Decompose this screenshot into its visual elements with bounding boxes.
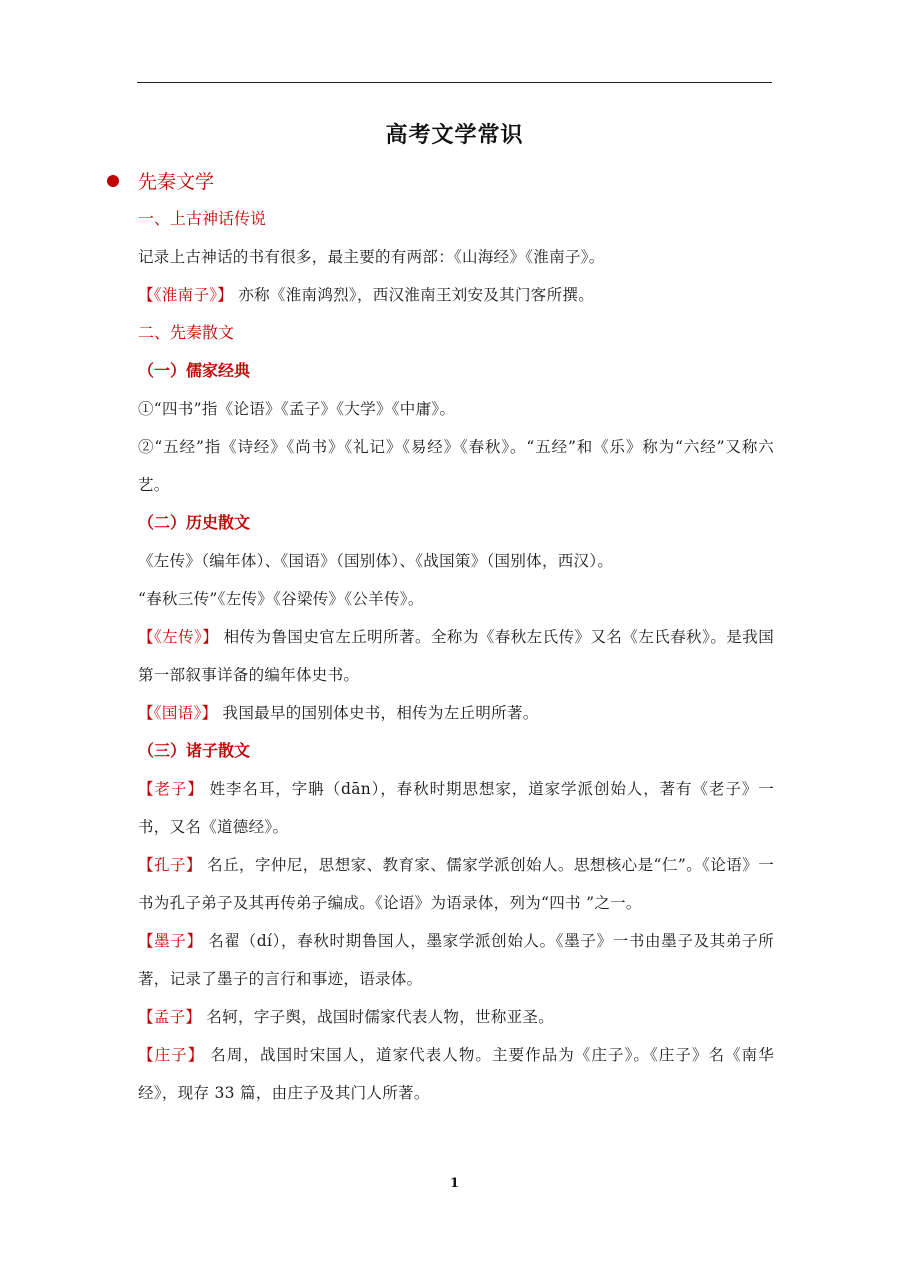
bullet-dot-icon	[107, 175, 119, 187]
section-heading	[138, 164, 774, 200]
term-tag: 【孟子】	[138, 1008, 202, 1026]
term-tag: 【《淮南子》】	[138, 286, 234, 304]
paragraph-three-commentaries: “春秋三传”《左传》《谷梁传》《公羊传》。	[138, 590, 424, 608]
paragraph-myths-books: 记录上古神话的书有很多，最主要的有两部：《山海经》《淮南子》。	[138, 248, 605, 266]
term-tag: 【孔子】	[138, 856, 202, 874]
paragraph-zhuangzi	[138, 1036, 774, 1112]
paragraph-mozi	[138, 922, 774, 998]
term-text: 相传为鲁国史官左丘明所著。全称为《春秋左氏传》又名《左氏春秋》。是我国第一部叙事详备的编年体史书。	[138, 628, 774, 684]
term-tag: 【庄子】	[138, 1046, 205, 1064]
term-text: 名轲，字子舆，战国时儒家代表人物，世称亚圣。	[201, 1008, 555, 1026]
category-heading-confucian: （一）儒家经典	[138, 361, 251, 380]
term-text: 名丘，字仲尼，思想家、教育家、儒家学派创始人。思想核心是“仁”。《论语》一书为孔子弟子及其再传弟子编成。《论语》为语录体，列为“四书 ”之一。	[138, 856, 774, 912]
term-tag: 【《左传》】	[138, 628, 219, 646]
section-heading-text: 先秦文学	[138, 171, 215, 193]
paragraph-confucius	[138, 846, 774, 922]
term-tag: 【墨子】	[138, 932, 203, 950]
term-text: 名周，战国时宋国人，道家代表人物。主要作品为《庄子》。《庄子》名《南华经》，现存 33 篇，由庄子及其门人所著。	[138, 1046, 775, 1102]
paragraph-mencius	[138, 998, 774, 1036]
paragraph-five-classics: ②“五经”指《诗经》《尚书》《礼记》《易经》《春秋》。“五经”和《乐》称为“六经”又称六艺。	[138, 438, 774, 494]
term-text: 名翟（dí），春秋时期鲁国人，墨家学派创始人。《墨子》一书由墨子及其弟子所著，记录了墨子的言行和事迹，语录体。	[138, 932, 775, 988]
subsection-heading-prose: 二、先秦散文	[138, 323, 235, 342]
header-rule	[137, 82, 772, 83]
paragraph-four-books: ①“四书”指《论语》《孟子》《大学》《中庸》。	[138, 400, 456, 418]
paragraph-laozi	[138, 770, 774, 846]
term-text: 姓李名耳，字聃（dān），春秋时期思想家，道家学派创始人，著有《老子》一书，又名《道德经》。	[138, 780, 774, 836]
page-title: 高考文学常识	[385, 123, 524, 148]
subsection-heading-myths: 一、上古神话传说	[138, 209, 267, 228]
paragraph-history-works: 《左传》（编年体）、《国语》（国别体）、《战国策》（国别体，西汉）。	[138, 552, 614, 570]
term-text: 我国最早的国别体史书，相传为左丘明所著。	[217, 704, 539, 722]
paragraph-guoyu	[138, 694, 774, 732]
paragraph-huainanzi	[138, 276, 774, 314]
category-heading-philosophers: （三）诸子散文	[138, 741, 251, 760]
term-text: 亦称《淮南鸿烈》，西汉淮南王刘安及其门客所撰。	[233, 286, 594, 304]
paragraph-zuozhuan	[138, 618, 774, 694]
category-heading-history: （二）历史散文	[138, 513, 251, 532]
document-body	[138, 164, 774, 1112]
term-tag: 【老子】	[138, 780, 204, 798]
term-tag: 【《国语》】	[138, 704, 218, 722]
page-number: 1	[449, 1176, 460, 1191]
